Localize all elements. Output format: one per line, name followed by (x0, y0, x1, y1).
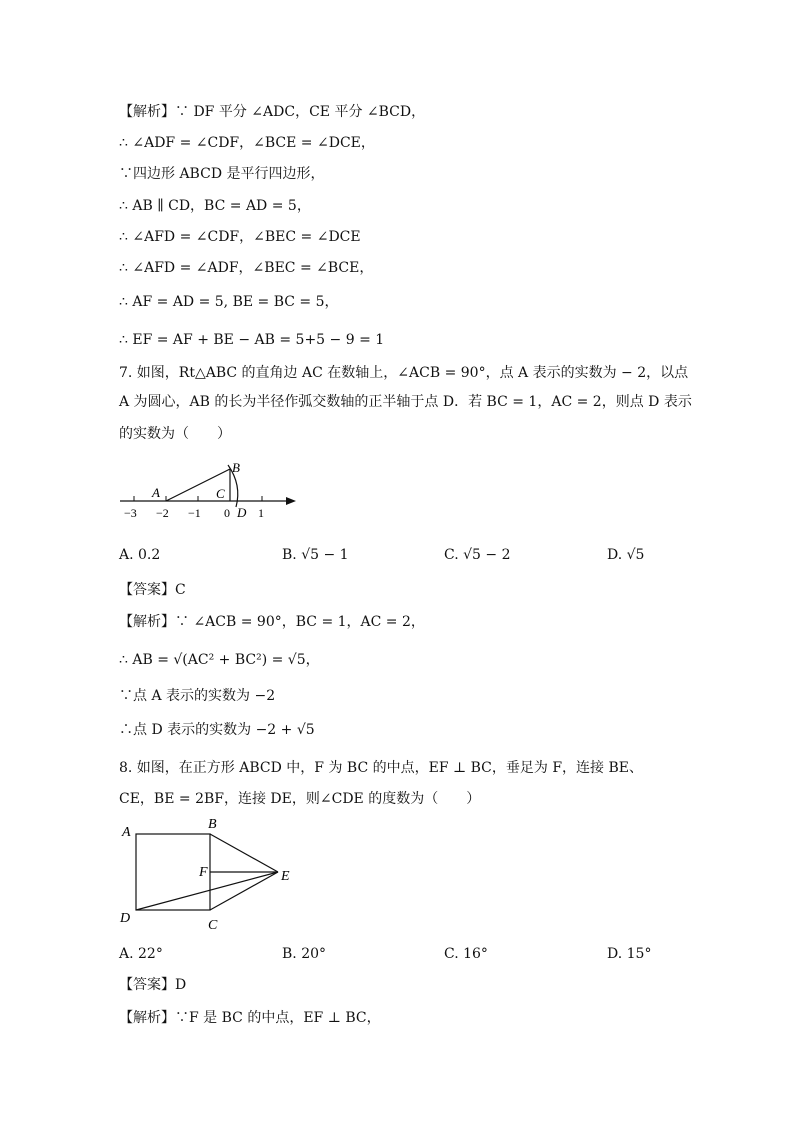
analysis-line-6: ∴ ∠AFD = ∠ADF，∠BEC = ∠BCE， (119, 260, 374, 276)
label-f: F (199, 865, 208, 880)
segment-be (210, 834, 278, 872)
tick-label: −1 (188, 506, 201, 520)
label-c: C (208, 918, 218, 933)
label-e: E (281, 869, 290, 884)
analysis-line-8: ∴ EF = AF + BE − AB = 5+5 − 9 = 1 (119, 332, 385, 348)
label-d: D (237, 505, 247, 520)
tick-label: 1 (258, 506, 264, 520)
q8-option-a: A. 22° (119, 946, 163, 962)
q7-stem-line-2: A 为圆心，AB 的长为半径作弧交数轴的正半轴于点 D．若 BC = 1，AC = 2，则点 D 表示 (119, 394, 692, 410)
q8-stem-line-2: CE，BE = 2BF，连接 DE，则∠CDE 的度数为（ ） (119, 791, 481, 807)
q7-analysis-line-2: ∴ AB = √(AC² + BC²) = √5， (119, 652, 320, 668)
analysis-line-7: ∴ AF = AD = 5, BE = BC = 5， (119, 294, 339, 310)
q7-analysis-line-3: ∵点 A 表示的实数为 −2 (119, 688, 276, 704)
q8-answer: 【答案】D (119, 977, 187, 993)
analysis-line-5: ∴ ∠AFD = ∠CDF，∠BEC = ∠DCE (119, 229, 361, 245)
tick-label: −3 (124, 506, 137, 520)
q7-number-line-figure (112, 455, 312, 525)
q8-option-c: C. 16° (444, 946, 488, 962)
tick-label: 0 (224, 506, 230, 520)
q8-option-b: B. 20° (282, 946, 327, 962)
analysis-line-1: 【解析】∵ DF 平分 ∠ADC，CE 平分 ∠BCD， (119, 104, 426, 120)
q8-analysis-line-1: 【解析】∵F 是 BC 的中点，EF ⊥ BC， (119, 1010, 381, 1026)
q7-option-d: D. √5 (607, 547, 645, 563)
q7-analysis-line-1: 【解析】∵ ∠ACB = 90°，BC = 1，AC = 2， (119, 614, 425, 630)
label-b: B (208, 817, 217, 832)
q8-square-figure (112, 812, 302, 937)
analysis-line-2: ∴ ∠ADF = ∠CDF，∠BCE = ∠DCE， (119, 135, 375, 151)
tick-label: −2 (156, 506, 169, 520)
q7-stem-line-1: 7. 如图，Rt△ABC 的直角边 AC 在数轴上，∠ACB = 90°，点 A 表示的实数为 − 2，以点 (119, 365, 689, 381)
q7-stem-line-3: 的实数为（ ） (119, 426, 231, 442)
q8-stem-line-1: 8. 如图，在正方形 ABCD 中，F 为 BC 的中点，EF ⊥ BC，垂足为 F，连接 BE、 (119, 760, 644, 776)
q7-answer: 【答案】C (119, 582, 186, 598)
q7-analysis-line-4: ∴点 D 表示的实数为 −2 + √5 (119, 722, 315, 738)
analysis-line-3: ∵四边形 ABCD 是平行四边形， (119, 166, 325, 182)
label-b: B (232, 460, 240, 475)
label-a: A (152, 485, 160, 500)
q7-option-a: A. 0.2 (119, 547, 161, 563)
label-c: C (216, 486, 225, 501)
label-d: D (120, 911, 131, 926)
q7-option-c: C. √5 − 2 (444, 547, 511, 563)
analysis-line-4: ∴ AB ∥ CD，BC = AD = 5， (119, 198, 311, 214)
q7-option-b: B. √5 − 1 (282, 547, 349, 563)
segment-ce (210, 872, 278, 910)
label-a: A (122, 825, 131, 840)
q8-option-d: D. 15° (607, 946, 652, 962)
